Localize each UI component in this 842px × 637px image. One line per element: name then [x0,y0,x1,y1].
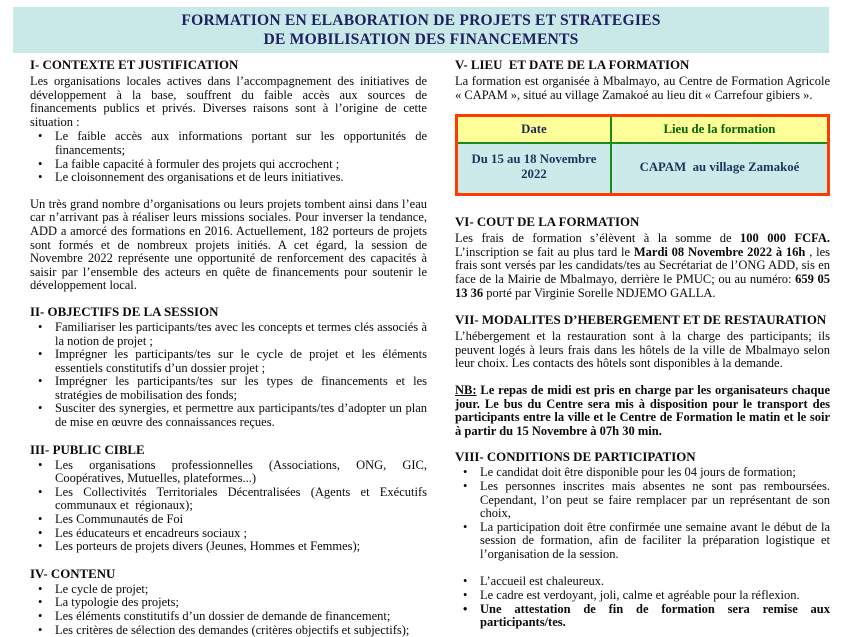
list-item [455,519,834,562]
schedule-header-row [457,116,829,144]
section-heading-contexte: I- CONTEXTE ET JUSTIFICATION [30,58,239,72]
list-item [455,589,830,603]
schedule-data-row [457,143,829,195]
list-item [30,171,427,185]
list-item-text: L’accueil est chaleureux. [480,574,605,589]
list-item-text: Les Communautés de Foi [55,512,184,527]
two-column-layout [30,58,834,637]
section-heading-lieu-date: V- LIEU ET DATE DE LA FORMATION [455,58,690,72]
list-item [30,596,427,610]
list-item [30,347,431,375]
section-heading-contenu: IV- CONTENU [30,566,116,581]
list-item-text: Les personnes inscrites mais absentes ne sont pas remboursées. Cependant, l’on peut se faire remplacer par un représentant de son choix, [480,478,834,521]
section-heading-conditions: VIII- CONDITIONS DE PARTICIPATION [455,450,696,465]
bullet-icon: • [38,484,43,499]
bullet-icon: • [38,457,43,472]
bullet-icon: • [38,347,43,362]
document-title-line2: DE MOBILISATION DES FINANCEMENTS [263,31,579,48]
list-item [30,401,431,430]
bullet-icon: • [38,129,43,144]
bullet-icon: • [463,465,468,480]
list-item-text: Le faible accès aux informations portant sur les opportunités de financements; [55,129,431,157]
list-item [455,575,830,589]
list-item [30,484,431,513]
list-item [30,624,427,637]
list-item-text: Les porteurs de projets divers (Jeunes, Hommes et Femmes); [55,539,361,554]
list-item-text: Les éducateurs et encadreurs sociaux ; [55,525,247,540]
bullet-icon: • [38,170,43,185]
list-item-text: Le cycle de projet; [55,581,149,596]
list-item-text: La faible capacité à formuler des projets qui accrochent ; [55,156,340,171]
bullet-icon: • [38,401,43,416]
conditions-bullet-list [455,465,834,561]
text-segment: 100 000 FCFA. [740,231,830,246]
list-item-text: Les critères de sélection des demandes (critères objectifs et subjectifs); [55,622,410,637]
text-segment: L’inscription se fait au plus tard le [455,244,634,259]
schedule-header-date: Date [457,116,611,144]
list-item-text: Le cloisonnement des organisations et de leurs initiatives. [55,170,344,185]
schedule-table [455,114,830,196]
bullet-icon: • [38,622,43,637]
list-item-text: Susciter des synergies, et permettre aux participants/tes d’adopter un plan de mise en œuvre des connaissances reçues. [55,401,431,430]
bullet-icon: • [38,609,43,623]
list-item [30,158,427,172]
hebergement-paragraph: L’hébergement et la restauration sont à la charge des participants; ils peuvent logés à leurs frais dans les hôtels de la ville de Mbalmayo selon leur choix. Les contacts des hôtels sont disponibles à la demande. [455,329,830,371]
nb-paragraph [455,384,830,438]
bullet-icon: • [463,519,468,534]
text-segment: Le repas de midi est pris en charge par les organisateurs chaque jour. Le bus du Centre sera mis à disposition pour le transport des participants entre la ville et le Centre de Formation le matin et le soir à partir du 15 Novembre à 07h 30 min. [455,382,830,438]
lieu-date-paragraph: La formation est organisée à Mbalmayo, au Centre de Formation Agricole « CAPAM », situé au village Zamakoé au lieu dit « Carrefour gibiers ». [455,74,830,102]
text-segment: 659 05 13 36 [455,271,831,300]
contenu-bullet-list [30,583,427,637]
title-banner [13,7,829,53]
list-item [455,478,834,521]
section-heading-public-cible: III- PUBLIC CIBLE [30,442,145,457]
list-item [30,374,431,402]
section-heading-objectifs: II- OBJECTIFS DE LA SESSION [30,304,219,319]
list-item [30,583,427,597]
public-cible-bullet-list [30,457,431,554]
cout-paragraph [455,232,830,300]
list-item [30,513,427,527]
list-item [30,319,431,348]
text-segment: Mardi 08 Novembre 2022 à 16h [633,244,806,259]
list-item-text: Le candidat doit être disponible pour les 04 jours de formation; [480,465,796,480]
list-item-text: La participation doit être confirmée une semaine avant le début de la session de formation, afin de faciliter la préparation logistique et l’organisation de la session. [480,519,834,561]
list-item [30,540,427,554]
conditions-bullet-list-2 [455,574,834,630]
text-segment: , les frais sont versés par les candidats/tes au Secrétariat de l’ONG ADD, sis en face de la Mairie de Mbalmayo, derrière le PMUC; ou au numéro: [455,244,830,286]
bullet-icon: • [38,319,43,334]
bullet-icon: • [38,525,43,540]
document-title-line1: FORMATION EN ELABORATION DE PROJETS ET STRATEGIES [181,12,661,29]
schedule-cell-date: Du 15 au 18 Novembre 2022 [457,143,611,195]
bullet-icon: • [38,374,43,389]
list-item-text: La typologie des projets; [55,595,179,610]
schedule-header-lieu: Lieu de la formation [611,116,829,144]
list-item [30,527,427,541]
bullet-icon: • [463,574,468,589]
list-item [30,610,427,624]
list-item-text: Familiariser les participants/tes avec les concepts et termes clés associés à la notion de projet ; [55,319,431,348]
bullet-icon: • [38,512,43,527]
list-item [455,466,830,480]
section-heading-cout: VI- COUT DE LA FORMATION [455,215,640,230]
bullet-icon: • [463,478,468,493]
contexte-bullet-list [30,129,431,185]
list-item-text: Les éléments constitutifs d’un dossier de demande de financement; [55,609,391,623]
list-item [30,129,431,157]
right-column [455,58,834,637]
list-item [30,457,431,486]
bullet-icon: • [463,601,468,616]
bullet-icon: • [463,588,468,603]
left-column [30,58,431,637]
list-item-text: Une attestation de fin de formation sera remise aux participants/tes. [480,601,834,630]
text-segment: porté par Virginie Sorelle NDJEMO GALLA. [483,285,716,300]
schedule-cell-lieu: CAPAM au village Zamakoé [611,143,829,195]
bullet-icon: • [38,581,43,596]
objectifs-bullet-list [30,319,431,430]
list-item-text: Imprégner les participants/tes sur les types de financements et les stratégies de mobilisation des fonds; [55,374,431,402]
contexte-intro-paragraph: Les organisations locales actives dans l’accompagnement des initiatives de développement à la base, souffrent du faible accès aux sources de financements publics et privés. Diverses raisons sont à l’origine de cette situation : [30,74,427,129]
section-heading-hebergement: VII- MODALITES D’HEBERGEMENT ET DE RESTAURATION [455,313,827,328]
list-item-text: Les organisations professionnelles (Associations, ONG, GIC, Coopératives, Mutuelles, plateformes...) [55,457,431,486]
bullet-icon: • [38,156,43,171]
text-segment: Les frais de formation s’élèvent à la somme de [455,231,741,246]
list-item-text: Le cadre est verdoyant, joli, calme et agréable pour la réflexion. [480,588,800,603]
bullet-icon: • [38,539,43,554]
list-item-text: Imprégner les participants/tes sur le cycle de projet et les éléments essentiels constitutifs d’un dossier projet ; [55,347,431,375]
list-item-text: Les Collectivités Territoriales Décentralisées (Agents et Exécutifs communaux et régionaux); [55,484,431,513]
contexte-paragraph-2: Un très grand nombre d’organisations ou leurs projets tombent ainsi dans l’eau car n’arrivant pas à réaliser leurs missions sociales. Pour inverser la tendance, ADD a amorcé des formations en 2016. Actuellement, 182 porteurs de projets sont formés et de nombreux projets initiés. A cet égard, la session de Novembre 2022 représente une opportunité de renforcement des capacités à saisir par l’ensemble des acteurs en quête de financements pour soutenir le développement local. [30,196,427,293]
text-segment: NB: [455,382,477,397]
bullet-icon: • [38,595,43,610]
list-item [455,601,834,630]
